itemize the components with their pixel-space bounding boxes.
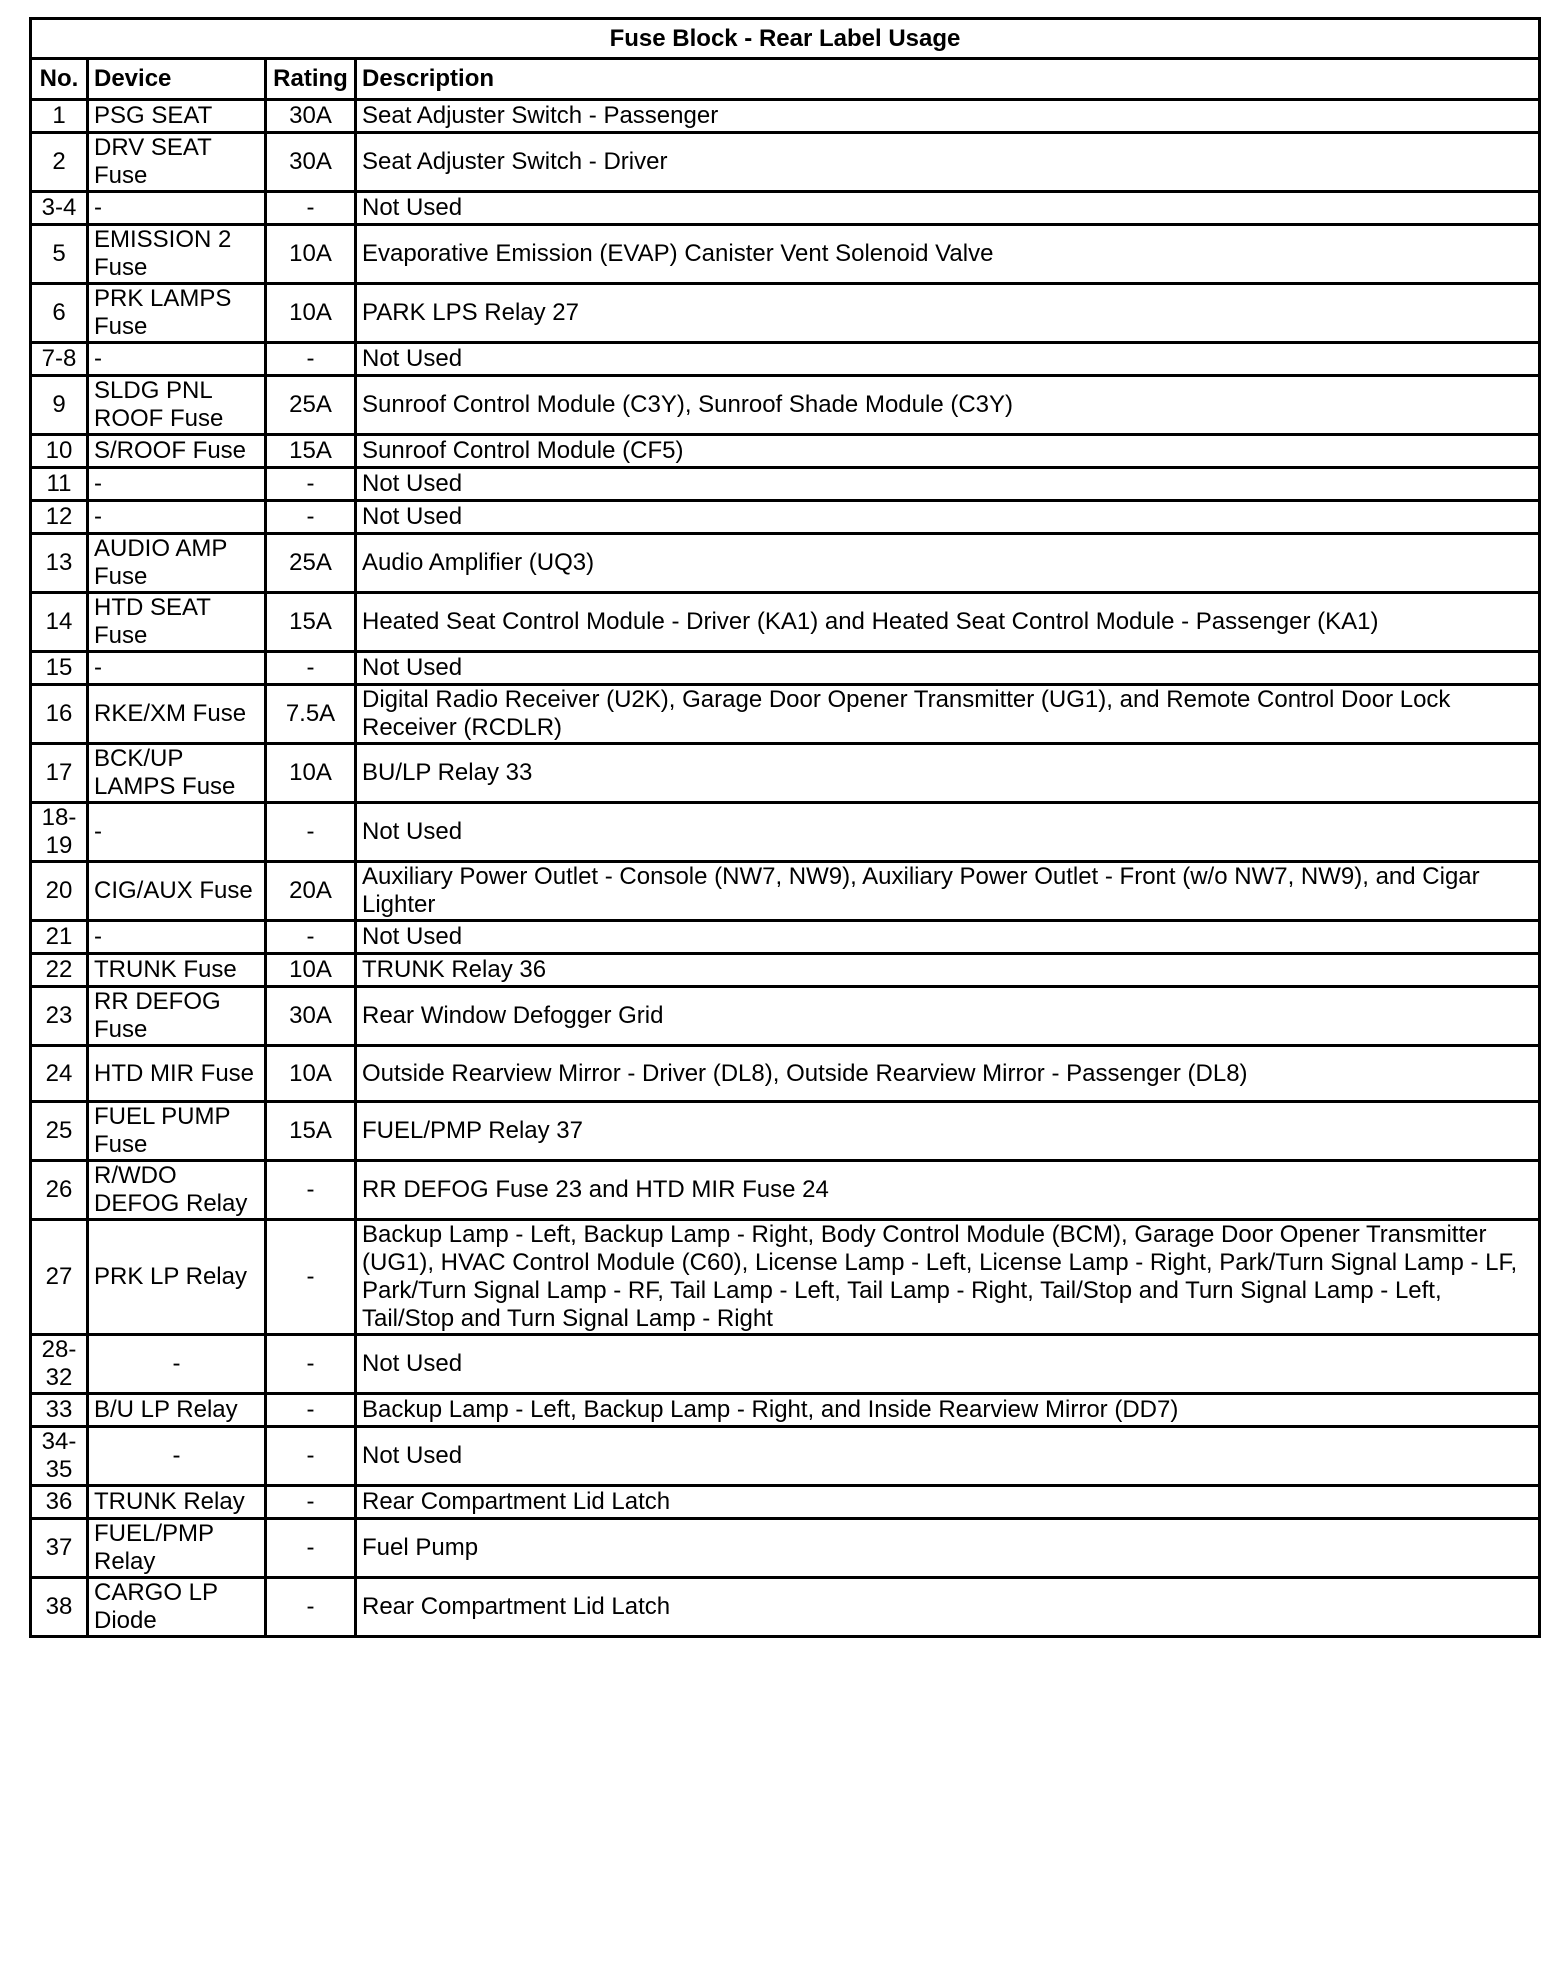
- cell-description: Not Used: [357, 502, 1541, 535]
- cell-no: 28-32: [32, 1336, 89, 1395]
- cell-description: Digital Radio Receiver (U2K), Garage Door Opener Transmitter (UG1), and Remote Control Door Lock Receiver (RCDLR): [357, 686, 1541, 745]
- table-row: [32, 377, 1541, 436]
- cell-no: 1: [32, 101, 89, 134]
- cell-device: -: [89, 502, 267, 535]
- cell-description: Not Used: [357, 1336, 1541, 1395]
- cell-device: -: [89, 922, 267, 955]
- cell-rating: -: [267, 1487, 357, 1520]
- cell-rating: -: [267, 1579, 357, 1638]
- cell-device: CARGO LP Diode: [89, 1579, 267, 1638]
- cell-no: 18-19: [32, 804, 89, 863]
- cell-device: -: [89, 193, 267, 226]
- cell-description: Not Used: [357, 469, 1541, 502]
- cell-description: TRUNK Relay 36: [357, 955, 1541, 988]
- cell-device: PSG SEAT: [89, 101, 267, 134]
- table-row: [32, 653, 1541, 686]
- cell-no: 5: [32, 226, 89, 285]
- cell-rating: 10A: [267, 226, 357, 285]
- cell-description: Fuel Pump: [357, 1520, 1541, 1579]
- column-header-row: [32, 60, 1541, 101]
- cell-description: Backup Lamp - Left, Backup Lamp - Right, and Inside Rearview Mirror (DD7): [357, 1395, 1541, 1428]
- table-row: [32, 193, 1541, 226]
- cell-no: 13: [32, 535, 89, 594]
- cell-device: FUEL/PMP Relay: [89, 1520, 267, 1579]
- table-row: [32, 101, 1541, 134]
- cell-rating: -: [267, 1428, 357, 1487]
- cell-rating: -: [267, 344, 357, 377]
- cell-description: Audio Amplifier (UQ3): [357, 535, 1541, 594]
- cell-device: CIG/AUX Fuse: [89, 863, 267, 922]
- cell-no: 27: [32, 1221, 89, 1336]
- cell-description: Not Used: [357, 653, 1541, 686]
- table-body: [32, 101, 1541, 1638]
- cell-rating: -: [267, 469, 357, 502]
- table-row: [32, 594, 1541, 653]
- table-row: [32, 955, 1541, 988]
- cell-rating: 25A: [267, 377, 357, 436]
- cell-device: R/WDO DEFOG Relay: [89, 1162, 267, 1221]
- table-title-row: [32, 20, 1541, 60]
- cell-rating: 10A: [267, 745, 357, 804]
- table-row: [32, 1047, 1541, 1103]
- table-row: [32, 686, 1541, 745]
- cell-no: 21: [32, 922, 89, 955]
- cell-rating: 25A: [267, 535, 357, 594]
- cell-description: Not Used: [357, 1428, 1541, 1487]
- cell-description: Not Used: [357, 344, 1541, 377]
- cell-rating: 15A: [267, 436, 357, 469]
- cell-device: EMISSION 2 Fuse: [89, 226, 267, 285]
- cell-rating: -: [267, 1336, 357, 1395]
- cell-description: Not Used: [357, 804, 1541, 863]
- cell-description: Evaporative Emission (EVAP) Canister Vent Solenoid Valve: [357, 226, 1541, 285]
- cell-rating: 15A: [267, 1103, 357, 1162]
- table-row: [32, 1579, 1541, 1638]
- cell-rating: -: [267, 653, 357, 686]
- table-row: [32, 226, 1541, 285]
- cell-device: TRUNK Relay: [89, 1487, 267, 1520]
- table-row: [32, 1428, 1541, 1487]
- table-row: [32, 344, 1541, 377]
- cell-rating: -: [267, 1395, 357, 1428]
- cell-rating: 10A: [267, 955, 357, 988]
- cell-no: 25: [32, 1103, 89, 1162]
- cell-no: 17: [32, 745, 89, 804]
- cell-device: -: [89, 804, 267, 863]
- cell-device: S/ROOF Fuse: [89, 436, 267, 469]
- cell-device: HTD SEAT Fuse: [89, 594, 267, 653]
- cell-device: HTD MIR Fuse: [89, 1047, 267, 1103]
- table-row: [32, 745, 1541, 804]
- table-row: [32, 469, 1541, 502]
- cell-description: BU/LP Relay 33: [357, 745, 1541, 804]
- cell-rating: -: [267, 1221, 357, 1336]
- cell-no: 14: [32, 594, 89, 653]
- table-row: [32, 922, 1541, 955]
- cell-no: 16: [32, 686, 89, 745]
- cell-rating: -: [267, 193, 357, 226]
- table-title: Fuse Block - Rear Label Usage: [32, 20, 1541, 60]
- cell-rating: 10A: [267, 1047, 357, 1103]
- cell-rating: -: [267, 804, 357, 863]
- cell-rating: -: [267, 1162, 357, 1221]
- cell-device: RKE/XM Fuse: [89, 686, 267, 745]
- cell-description: Not Used: [357, 193, 1541, 226]
- header-no: No.: [32, 60, 89, 101]
- cell-rating: 7.5A: [267, 686, 357, 745]
- cell-device: B/U LP Relay: [89, 1395, 267, 1428]
- cell-no: 9: [32, 377, 89, 436]
- cell-no: 10: [32, 436, 89, 469]
- cell-rating: 15A: [267, 594, 357, 653]
- cell-device: SLDG PNL ROOF Fuse: [89, 377, 267, 436]
- header-rating: Rating: [267, 60, 357, 101]
- table-row: [32, 1520, 1541, 1579]
- cell-description: Outside Rearview Mirror - Driver (DL8), Outside Rearview Mirror - Passenger (DL8): [357, 1047, 1541, 1103]
- cell-no: 33: [32, 1395, 89, 1428]
- cell-device: AUDIO AMP Fuse: [89, 535, 267, 594]
- table-row: [32, 535, 1541, 594]
- cell-no: 24: [32, 1047, 89, 1103]
- cell-no: 20: [32, 863, 89, 922]
- table-row: [32, 502, 1541, 535]
- cell-device: -: [89, 1336, 267, 1395]
- table-row: [32, 1336, 1541, 1395]
- cell-no: 36: [32, 1487, 89, 1520]
- cell-no: 12: [32, 502, 89, 535]
- cell-device: FUEL PUMP Fuse: [89, 1103, 267, 1162]
- cell-description: Auxiliary Power Outlet - Console (NW7, NW9), Auxiliary Power Outlet - Front (w/o NW7, NW9), and Cigar Lighter: [357, 863, 1541, 922]
- cell-device: DRV SEAT Fuse: [89, 134, 267, 193]
- cell-no: 37: [32, 1520, 89, 1579]
- table-row: [32, 1103, 1541, 1162]
- cell-no: 38: [32, 1579, 89, 1638]
- cell-description: Sunroof Control Module (C3Y), Sunroof Shade Module (C3Y): [357, 377, 1541, 436]
- cell-no: 15: [32, 653, 89, 686]
- cell-device: -: [89, 469, 267, 502]
- cell-no: 26: [32, 1162, 89, 1221]
- table-row: [32, 804, 1541, 863]
- cell-description: Rear Compartment Lid Latch: [357, 1487, 1541, 1520]
- cell-device: BCK/UP LAMPS Fuse: [89, 745, 267, 804]
- cell-description: Rear Window Defogger Grid: [357, 988, 1541, 1047]
- cell-description: Rear Compartment Lid Latch: [357, 1579, 1541, 1638]
- table-row: [32, 1487, 1541, 1520]
- table-row: [32, 1395, 1541, 1428]
- cell-rating: 30A: [267, 134, 357, 193]
- cell-description: Heated Seat Control Module - Driver (KA1) and Heated Seat Control Module - Passenger (KA1): [357, 594, 1541, 653]
- cell-description: Backup Lamp - Left, Backup Lamp - Right, Body Control Module (BCM), Garage Door Opener Transmitter (UG1), HVAC Control Module (C60), License Lamp - Left, License Lamp - Right, Park/Turn Signal Lamp - LF, Park/Turn Signal Lamp - RF, Tail Lamp - Left, Tail Lamp - Right, Tail/Stop and Turn Signal Lamp - Left, Tail/Stop and Turn Signal Lamp - Right: [357, 1221, 1541, 1336]
- cell-description: Seat Adjuster Switch - Passenger: [357, 101, 1541, 134]
- table-row: [32, 134, 1541, 193]
- cell-rating: 30A: [267, 988, 357, 1047]
- cell-description: Sunroof Control Module (CF5): [357, 436, 1541, 469]
- cell-device: PRK LAMPS Fuse: [89, 285, 267, 344]
- cell-rating: -: [267, 502, 357, 535]
- cell-no: 34-35: [32, 1428, 89, 1487]
- table-row: [32, 1221, 1541, 1336]
- table-row: [32, 436, 1541, 469]
- cell-device: -: [89, 344, 267, 377]
- cell-no: 7-8: [32, 344, 89, 377]
- header-description: Description: [357, 60, 1541, 101]
- cell-no: 23: [32, 988, 89, 1047]
- table-row: [32, 285, 1541, 344]
- cell-device: PRK LP Relay: [89, 1221, 267, 1336]
- fuse-block-table: [29, 17, 1541, 1638]
- cell-rating: 10A: [267, 285, 357, 344]
- table-row: [32, 1162, 1541, 1221]
- cell-rating: -: [267, 1520, 357, 1579]
- cell-description: RR DEFOG Fuse 23 and HTD MIR Fuse 24: [357, 1162, 1541, 1221]
- cell-device: -: [89, 653, 267, 686]
- cell-description: PARK LPS Relay 27: [357, 285, 1541, 344]
- cell-no: 3-4: [32, 193, 89, 226]
- cell-device: TRUNK Fuse: [89, 955, 267, 988]
- table-row: [32, 988, 1541, 1047]
- header-device: Device: [89, 60, 267, 101]
- cell-no: 22: [32, 955, 89, 988]
- cell-rating: -: [267, 922, 357, 955]
- cell-rating: 30A: [267, 101, 357, 134]
- cell-device: -: [89, 1428, 267, 1487]
- cell-no: 6: [32, 285, 89, 344]
- cell-rating: 20A: [267, 863, 357, 922]
- cell-description: FUEL/PMP Relay 37: [357, 1103, 1541, 1162]
- cell-no: 11: [32, 469, 89, 502]
- table-row: [32, 863, 1541, 922]
- cell-description: Not Used: [357, 922, 1541, 955]
- cell-no: 2: [32, 134, 89, 193]
- cell-device: RR DEFOG Fuse: [89, 988, 267, 1047]
- cell-description: Seat Adjuster Switch - Driver: [357, 134, 1541, 193]
